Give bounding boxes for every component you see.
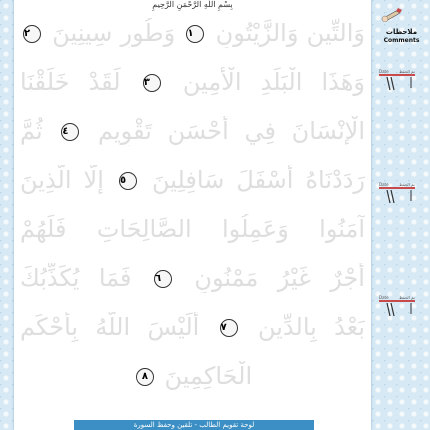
memorized-checkbox[interactable]	[377, 183, 417, 205]
box-done-label: تم الحفظ	[399, 69, 415, 74]
verse-text: بَعْدُ بِالدِّينِ	[257, 313, 365, 341]
bismillah-header: بِسْمِ اللَّهِ الرَّحْمَنِ الرَّحِيمِ	[152, 0, 233, 9]
verse-text: لَقَدْ خَلَقْنَا	[20, 68, 121, 96]
box-done-label: تم الحفظ	[399, 295, 415, 300]
ayah-number-marker: ٢	[23, 25, 41, 43]
quran-sheet	[14, 0, 371, 430]
verse-text: آمَنُوا وَعَمِلُوا الصَّالِحَاتِ فَلَهُمْ	[20, 215, 365, 243]
verse-text: الْإِنْسَانَ فِي أَحْسَنِ تَقْوِيمٍ	[98, 117, 365, 145]
verse-text: رَدَدْنَاهُ أَسْفَلَ سَافِلِينَ	[151, 166, 365, 194]
verse-lines	[14, 12, 371, 430]
verse-text: الْحَاكِمِينَ	[164, 362, 253, 390]
verse-line	[20, 165, 365, 195]
verse-line	[20, 312, 365, 342]
ayah-number-marker: ٤	[61, 123, 79, 141]
pencil-hand-icon	[380, 8, 404, 22]
comments-column	[373, 0, 430, 430]
ayah-number-marker: ٨	[136, 368, 154, 386]
verse-text: وَهَذَا الْبَلَدِ الْأَمِينِ	[182, 68, 365, 96]
memorized-checkbox[interactable]	[377, 70, 417, 92]
verse-line	[20, 214, 365, 244]
box-date-label: Date	[379, 295, 389, 300]
box-date-label: Date	[379, 69, 389, 74]
ayah-number-marker: ٧	[220, 319, 238, 337]
verse-text: فَمَا يُكَذِّبُكَ	[20, 264, 132, 292]
verse-line	[20, 18, 365, 48]
verse-text: وَالتِّينِ وَالزَّيْتُونِ	[215, 19, 365, 47]
verse-text: ثُمَّ	[20, 117, 43, 145]
box-date-label: Date	[379, 182, 389, 187]
verse-text: أَلَيْسَ اللَّهُ بِأَحْكَمِ	[20, 313, 200, 341]
ayah-number-marker: ٣	[143, 74, 161, 92]
comments-label-en: Comments	[383, 37, 420, 44]
verse-line	[20, 67, 365, 97]
verse-line	[20, 116, 365, 146]
ayah-number-marker: ١	[186, 25, 204, 43]
verse-text: أَجْرٌ غَيْرُ مَمْنُونٍ	[194, 264, 365, 292]
comments-label-ar: ملاحظات	[385, 28, 418, 36]
verse-text: وَطُورِ سِينِينَ	[52, 19, 176, 47]
verse-line	[20, 263, 365, 293]
verse-line	[20, 361, 365, 391]
ayah-number-marker: ٥	[119, 172, 137, 190]
footer-banner: لوحة تقويم الطالب - تلقين وحفظ السورة	[74, 420, 314, 430]
ayah-number-marker: ٦	[154, 270, 172, 288]
memorized-checkbox[interactable]	[377, 296, 417, 318]
verse-text: إِلَّا الَّذِينَ	[20, 166, 104, 194]
box-done-label: تم الحفظ	[399, 182, 415, 187]
